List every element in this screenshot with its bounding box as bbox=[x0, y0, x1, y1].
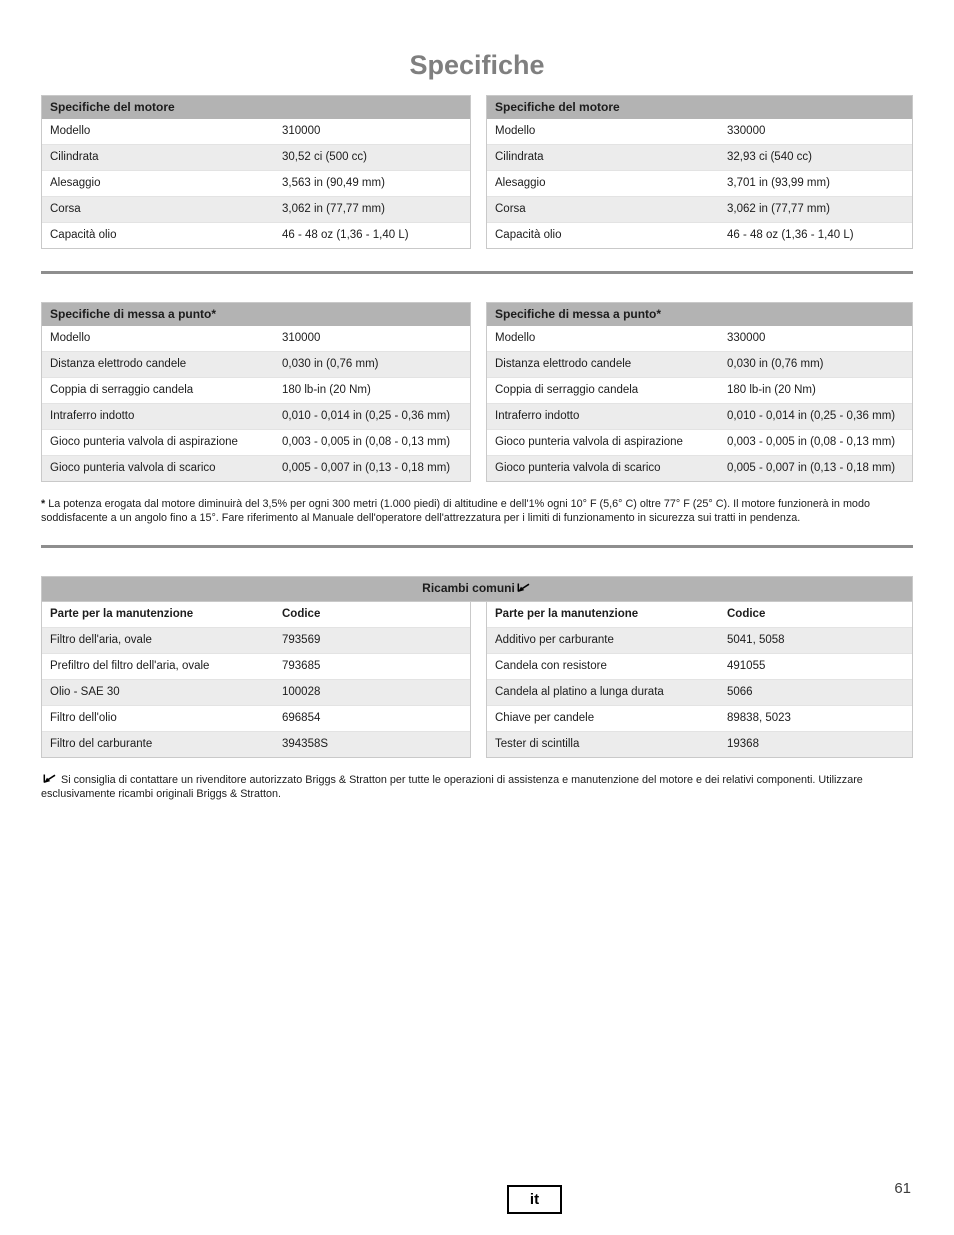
spec-label: Capacità olio bbox=[50, 229, 117, 241]
table-row bbox=[487, 679, 912, 705]
down-left-arrow-icon bbox=[43, 773, 56, 784]
part-name: Chiave per candele bbox=[495, 712, 595, 724]
table-row bbox=[487, 705, 912, 731]
part-code: 5066 bbox=[727, 686, 753, 698]
service-footnote-text: Si consiglia di contattare un rivenditore autorizzato Briggs & Stratton per tutte le operazioni di assistenza e manutenzione del motore e dei relativi componenti. Utilizzare esclusivamente ricambi originali Briggs & Stratton. bbox=[41, 774, 863, 800]
part-code: 89838, 5023 bbox=[727, 712, 791, 724]
table-row bbox=[42, 429, 470, 455]
service-parts-table-right bbox=[486, 602, 913, 758]
spec-label: Corsa bbox=[495, 203, 526, 215]
spec-label: Coppia di serraggio candela bbox=[495, 384, 639, 396]
spec-label: Coppia di serraggio candela bbox=[50, 384, 194, 396]
table-row bbox=[487, 144, 912, 170]
part-code: 491055 bbox=[727, 660, 766, 672]
spec-value: 0,003 - 0,005 in (0,08 - 0,13 mm) bbox=[282, 436, 451, 448]
table-row bbox=[42, 351, 470, 377]
table-row bbox=[487, 377, 912, 403]
language-tag bbox=[507, 1185, 562, 1214]
spec-value: 0,030 in (0,76 mm) bbox=[727, 358, 824, 370]
spec-label: Gioco punteria valvola di aspirazione bbox=[50, 436, 238, 448]
spec-value: 0,005 - 0,007 in (0,13 - 0,18 mm) bbox=[727, 462, 896, 474]
spec-value: 180 lb-in (20 Nm) bbox=[282, 384, 371, 396]
table-row bbox=[42, 119, 470, 144]
spec-value: 46 - 48 oz (1,36 - 1,40 L) bbox=[282, 229, 409, 241]
spec-label: Cilindrata bbox=[50, 151, 99, 163]
service-parts-section bbox=[41, 576, 913, 758]
tuneup-spec-table-right bbox=[486, 302, 913, 482]
spec-label: Modello bbox=[50, 332, 91, 344]
spec-value: 3,701 in (93,99 mm) bbox=[727, 177, 830, 189]
table-row bbox=[42, 403, 470, 429]
table-header: Specifiche del motore bbox=[42, 96, 470, 119]
spec-label: Intraferro indotto bbox=[495, 410, 580, 422]
part-name: Olio - SAE 30 bbox=[50, 686, 120, 698]
table-row bbox=[487, 653, 912, 679]
down-left-arrow-icon bbox=[517, 582, 530, 593]
spec-value: 0,030 in (0,76 mm) bbox=[282, 358, 379, 370]
spec-label: Corsa bbox=[50, 203, 81, 215]
part-name: Additivo per carburante bbox=[495, 634, 614, 646]
table-header: Specifiche di messa a punto* bbox=[42, 303, 470, 326]
column-header-row bbox=[487, 602, 912, 627]
table-row bbox=[487, 429, 912, 455]
spec-value: 30,52 ci (500 cc) bbox=[282, 151, 368, 163]
spec-value: 0,010 - 0,014 in (0,25 - 0,36 mm) bbox=[282, 410, 451, 422]
spec-label: Gioco punteria valvola di scarico bbox=[50, 462, 216, 474]
language-tag-text: it bbox=[529, 1191, 540, 1208]
part-code: 793569 bbox=[282, 634, 321, 646]
spec-label: Distanza elettrodo candele bbox=[495, 358, 632, 370]
table-header: Specifiche del motore bbox=[487, 96, 912, 119]
table-row bbox=[42, 222, 470, 248]
spec-value: 180 lb-in (20 Nm) bbox=[727, 384, 816, 396]
service-parts-tables bbox=[41, 602, 913, 758]
table-row bbox=[487, 196, 912, 222]
spec-label: Modello bbox=[495, 125, 536, 137]
spec-value: 310000 bbox=[282, 125, 321, 137]
spec-label: Intraferro indotto bbox=[50, 410, 135, 422]
table-row bbox=[42, 326, 470, 351]
page-number: 61 bbox=[894, 1180, 911, 1197]
spec-value: 3,062 in (77,77 mm) bbox=[727, 203, 830, 215]
page-content bbox=[41, 95, 913, 801]
service-parts-table-left bbox=[41, 602, 471, 758]
spec-label: Alesaggio bbox=[495, 177, 546, 189]
spec-value: 0,003 - 0,005 in (0,08 - 0,13 mm) bbox=[727, 436, 896, 448]
part-name: Candela con resistore bbox=[495, 660, 607, 672]
spec-value: 32,93 ci (540 cc) bbox=[727, 151, 813, 163]
spec-label: Distanza elettrodo candele bbox=[50, 358, 187, 370]
spec-value: 310000 bbox=[282, 332, 321, 344]
spec-label: Capacità olio bbox=[495, 229, 562, 241]
spec-value: 330000 bbox=[727, 125, 766, 137]
column-header-row bbox=[42, 602, 470, 627]
part-name: Filtro del carburante bbox=[50, 738, 153, 750]
table-row bbox=[42, 377, 470, 403]
section-divider bbox=[41, 271, 913, 274]
part-name: Filtro dell'olio bbox=[50, 712, 117, 724]
power-footnote bbox=[41, 497, 913, 525]
engine-spec-tables bbox=[41, 95, 913, 249]
service-parts-title bbox=[41, 576, 913, 602]
spec-value: 3,563 in (90,49 mm) bbox=[282, 177, 385, 189]
part-code: 5041, 5058 bbox=[727, 634, 785, 646]
power-footnote-text: La potenza erogata dal motore diminuirà del 3,5% per ogni 300 metri (1.000 piedi) di altitudine e dell'1% ogni 10° F (5,6° C) oltre 77° F (25° C). Il motore funzionerà in modo soddisfacente a un angolo fino a 15°. Fare riferimento al Manuale dell'operatore dell'attrezzatura per i limiti di funzionamento in sicurezza sui tratti in pendenza. bbox=[41, 498, 870, 524]
table-row bbox=[42, 627, 470, 653]
column-header-part: Parte per la manutenzione bbox=[495, 608, 639, 620]
column-header-part: Parte per la manutenzione bbox=[50, 608, 194, 620]
table-row bbox=[42, 196, 470, 222]
part-name: Filtro dell'aria, ovale bbox=[50, 634, 152, 646]
part-code: 394358S bbox=[282, 738, 329, 750]
table-row bbox=[487, 119, 912, 144]
service-parts-title-text: Ricambi comuni bbox=[422, 581, 515, 595]
part-name: Candela al platino a lunga durata bbox=[495, 686, 664, 698]
part-code: 696854 bbox=[282, 712, 321, 724]
table-row bbox=[487, 731, 912, 757]
table-row bbox=[42, 455, 470, 481]
part-name: Prefiltro del filtro dell'aria, ovale bbox=[50, 660, 210, 672]
table-row bbox=[487, 351, 912, 377]
table-row bbox=[487, 403, 912, 429]
column-header-code: Codice bbox=[727, 608, 766, 620]
table-row bbox=[42, 705, 470, 731]
spec-label: Gioco punteria valvola di aspirazione bbox=[495, 436, 683, 448]
spec-value: 3,062 in (77,77 mm) bbox=[282, 203, 385, 215]
spec-label: Modello bbox=[50, 125, 91, 137]
spec-value: 46 - 48 oz (1,36 - 1,40 L) bbox=[727, 229, 854, 241]
column-header-code: Codice bbox=[282, 608, 321, 620]
spec-value: 0,010 - 0,014 in (0,25 - 0,36 mm) bbox=[727, 410, 896, 422]
table-row bbox=[487, 326, 912, 351]
table-row bbox=[487, 627, 912, 653]
page-title: Specifiche bbox=[409, 50, 545, 80]
spec-label: Modello bbox=[495, 332, 536, 344]
table-row bbox=[42, 170, 470, 196]
spec-value: 0,005 - 0,007 in (0,13 - 0,18 mm) bbox=[282, 462, 451, 474]
part-code: 19368 bbox=[727, 738, 759, 750]
tuneup-spec-tables bbox=[41, 302, 913, 482]
engine-spec-table-left bbox=[41, 95, 471, 249]
spec-label: Cilindrata bbox=[495, 151, 544, 163]
part-code: 793685 bbox=[282, 660, 321, 672]
part-name: Tester di scintilla bbox=[495, 738, 580, 750]
table-row bbox=[42, 653, 470, 679]
table-row bbox=[42, 679, 470, 705]
spec-label: Alesaggio bbox=[50, 177, 101, 189]
table-row bbox=[42, 731, 470, 757]
spec-label: Gioco punteria valvola di scarico bbox=[495, 462, 661, 474]
asterisk-marker: * bbox=[41, 498, 46, 510]
table-row bbox=[487, 222, 912, 248]
table-row bbox=[42, 144, 470, 170]
service-footnote bbox=[41, 773, 913, 801]
spec-value: 330000 bbox=[727, 332, 766, 344]
engine-spec-table-right bbox=[486, 95, 913, 249]
table-row bbox=[487, 455, 912, 481]
part-code: 100028 bbox=[282, 686, 321, 698]
table-header: Specifiche di messa a punto* bbox=[487, 303, 912, 326]
tuneup-spec-table-left bbox=[41, 302, 471, 482]
section-divider bbox=[41, 545, 913, 548]
table-row bbox=[487, 170, 912, 196]
